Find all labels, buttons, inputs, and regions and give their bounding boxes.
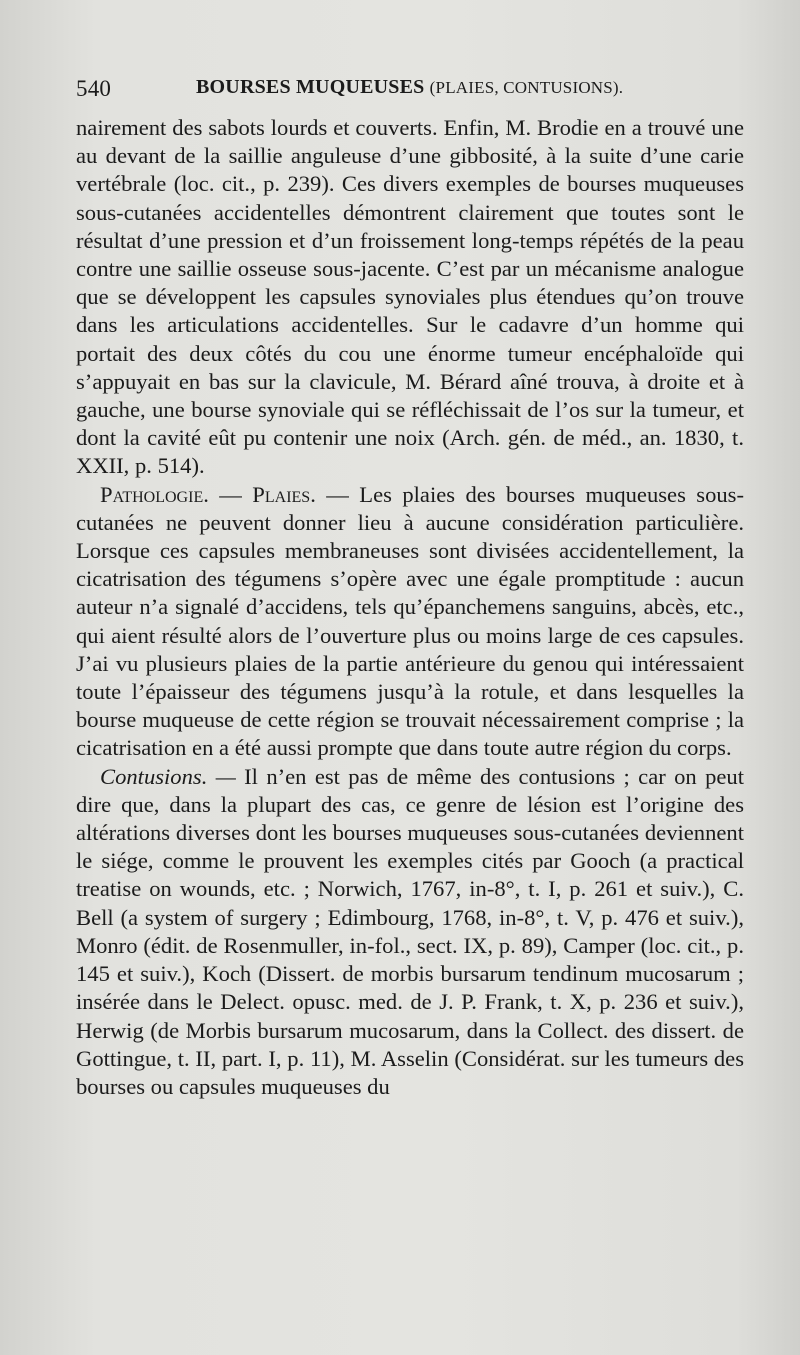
section-heading-pathologie: Pathologie. — Plaies. —	[100, 481, 349, 507]
paragraph-contusions	[76, 763, 744, 1101]
page-number: 540	[76, 76, 112, 101]
paragraph-contusions-text: Il n’en est pas de même des contusions ; car on peut dire que, dans la plupart des cas, ce genre de lésion est l’origine des altérations diverses dont les bourses muqueuses sous-cutanées deviennent le siége, comme le prouvent les exemples cités par Gooch (a practical treatise on wounds, etc. ; Norwich, 1767, in-8°, t. I, p. 261 et suiv.), C. Bell (a system of surgery ; Edimbourg, 1768, in-8°, t. V, p. 476 et suiv.), Monro (édit. de Rosenmuller, in-fol., sect. IX, p. 89), Camper (loc. cit., p. 145 et suiv.), Koch (Dissert. de morbis bursarum tendinum mucosarum ; insérée dans le Delect. opusc. med. de J. P. Frank, t. X, p. 236 et suiv.), Herwig (de Morbis bursarum mucosarum, dans la Collect. des dissert. de Gottingue, t. II, part. I, p. 11), M. Asselin (Considérat. sur les tumeurs des bourses ou capsules muqueuses du	[76, 763, 744, 1099]
paragraph-pathologie	[76, 481, 744, 763]
paragraph-continued: nairement des sabots lourds et couverts. Enfin, M. Brodie en a trouvé une au devant de la saillie anguleuse d’une gibbosité, à la suite d’une carie vertébrale (loc. cit., p. 239). Ces divers exemples de bourses muqueuses sous-cutanées accidentelles démontrent clairement que toutes sont le résultat d’une pression et d’un froissement long-temps répétés de la peau contre une saillie osseuse sous-jacente. C’est par un mécanisme analogue que se développent les capsules synoviales plus étendues qu’on trouve dans les articulations accidentelles. Sur le cadavre d’un homme qui portait des deux côtés du cou une énorme tumeur encéphaloïde qui s’appuyait en bas sur la clavicule, M. Bérard aîné trouva, à droite et à gauche, une bourse synoviale qui se réfléchissait de l’os sur la tumeur, et dont la cavité eût pu contenir une noix (Arch. gén. de méd., an. 1830, t. XXII, p. 514).	[76, 115, 744, 479]
body-text	[76, 114, 744, 1101]
page-header	[76, 76, 756, 110]
running-title	[196, 76, 623, 99]
section-heading-contusions: Contusions. —	[100, 763, 236, 789]
paragraph-pathologie-text: Les plaies des bourses muqueuses sous-cutanées ne peuvent donner lieu à aucune considération particulière. Lorsque ces capsules membraneuses sont divisées accidentellement, la cicatrisation des tégumens s’opère avec une égale promptitude : aucun auteur n’a signalé d’accidens, tels qu’épanchemens sanguins, abcès, etc., qui aient résulté alors de l’ouverture plus ou moins large de ces capsules. J’ai vu plusieurs plaies de la partie antérieure du genou qui intéressaient toute l’épaisseur des tégumens jusqu’à la rotule, et dans lesquelles la bourse muqueuse de cette région se trouvait nécessairement comprise ; la cicatrisation en a été aussi prompte que dans toute autre région du corps.	[76, 481, 744, 761]
running-title-main: BOURSES MUQUEUSES	[196, 76, 425, 98]
running-title-sub: (PLAIES, CONTUSIONS).	[429, 78, 624, 97]
